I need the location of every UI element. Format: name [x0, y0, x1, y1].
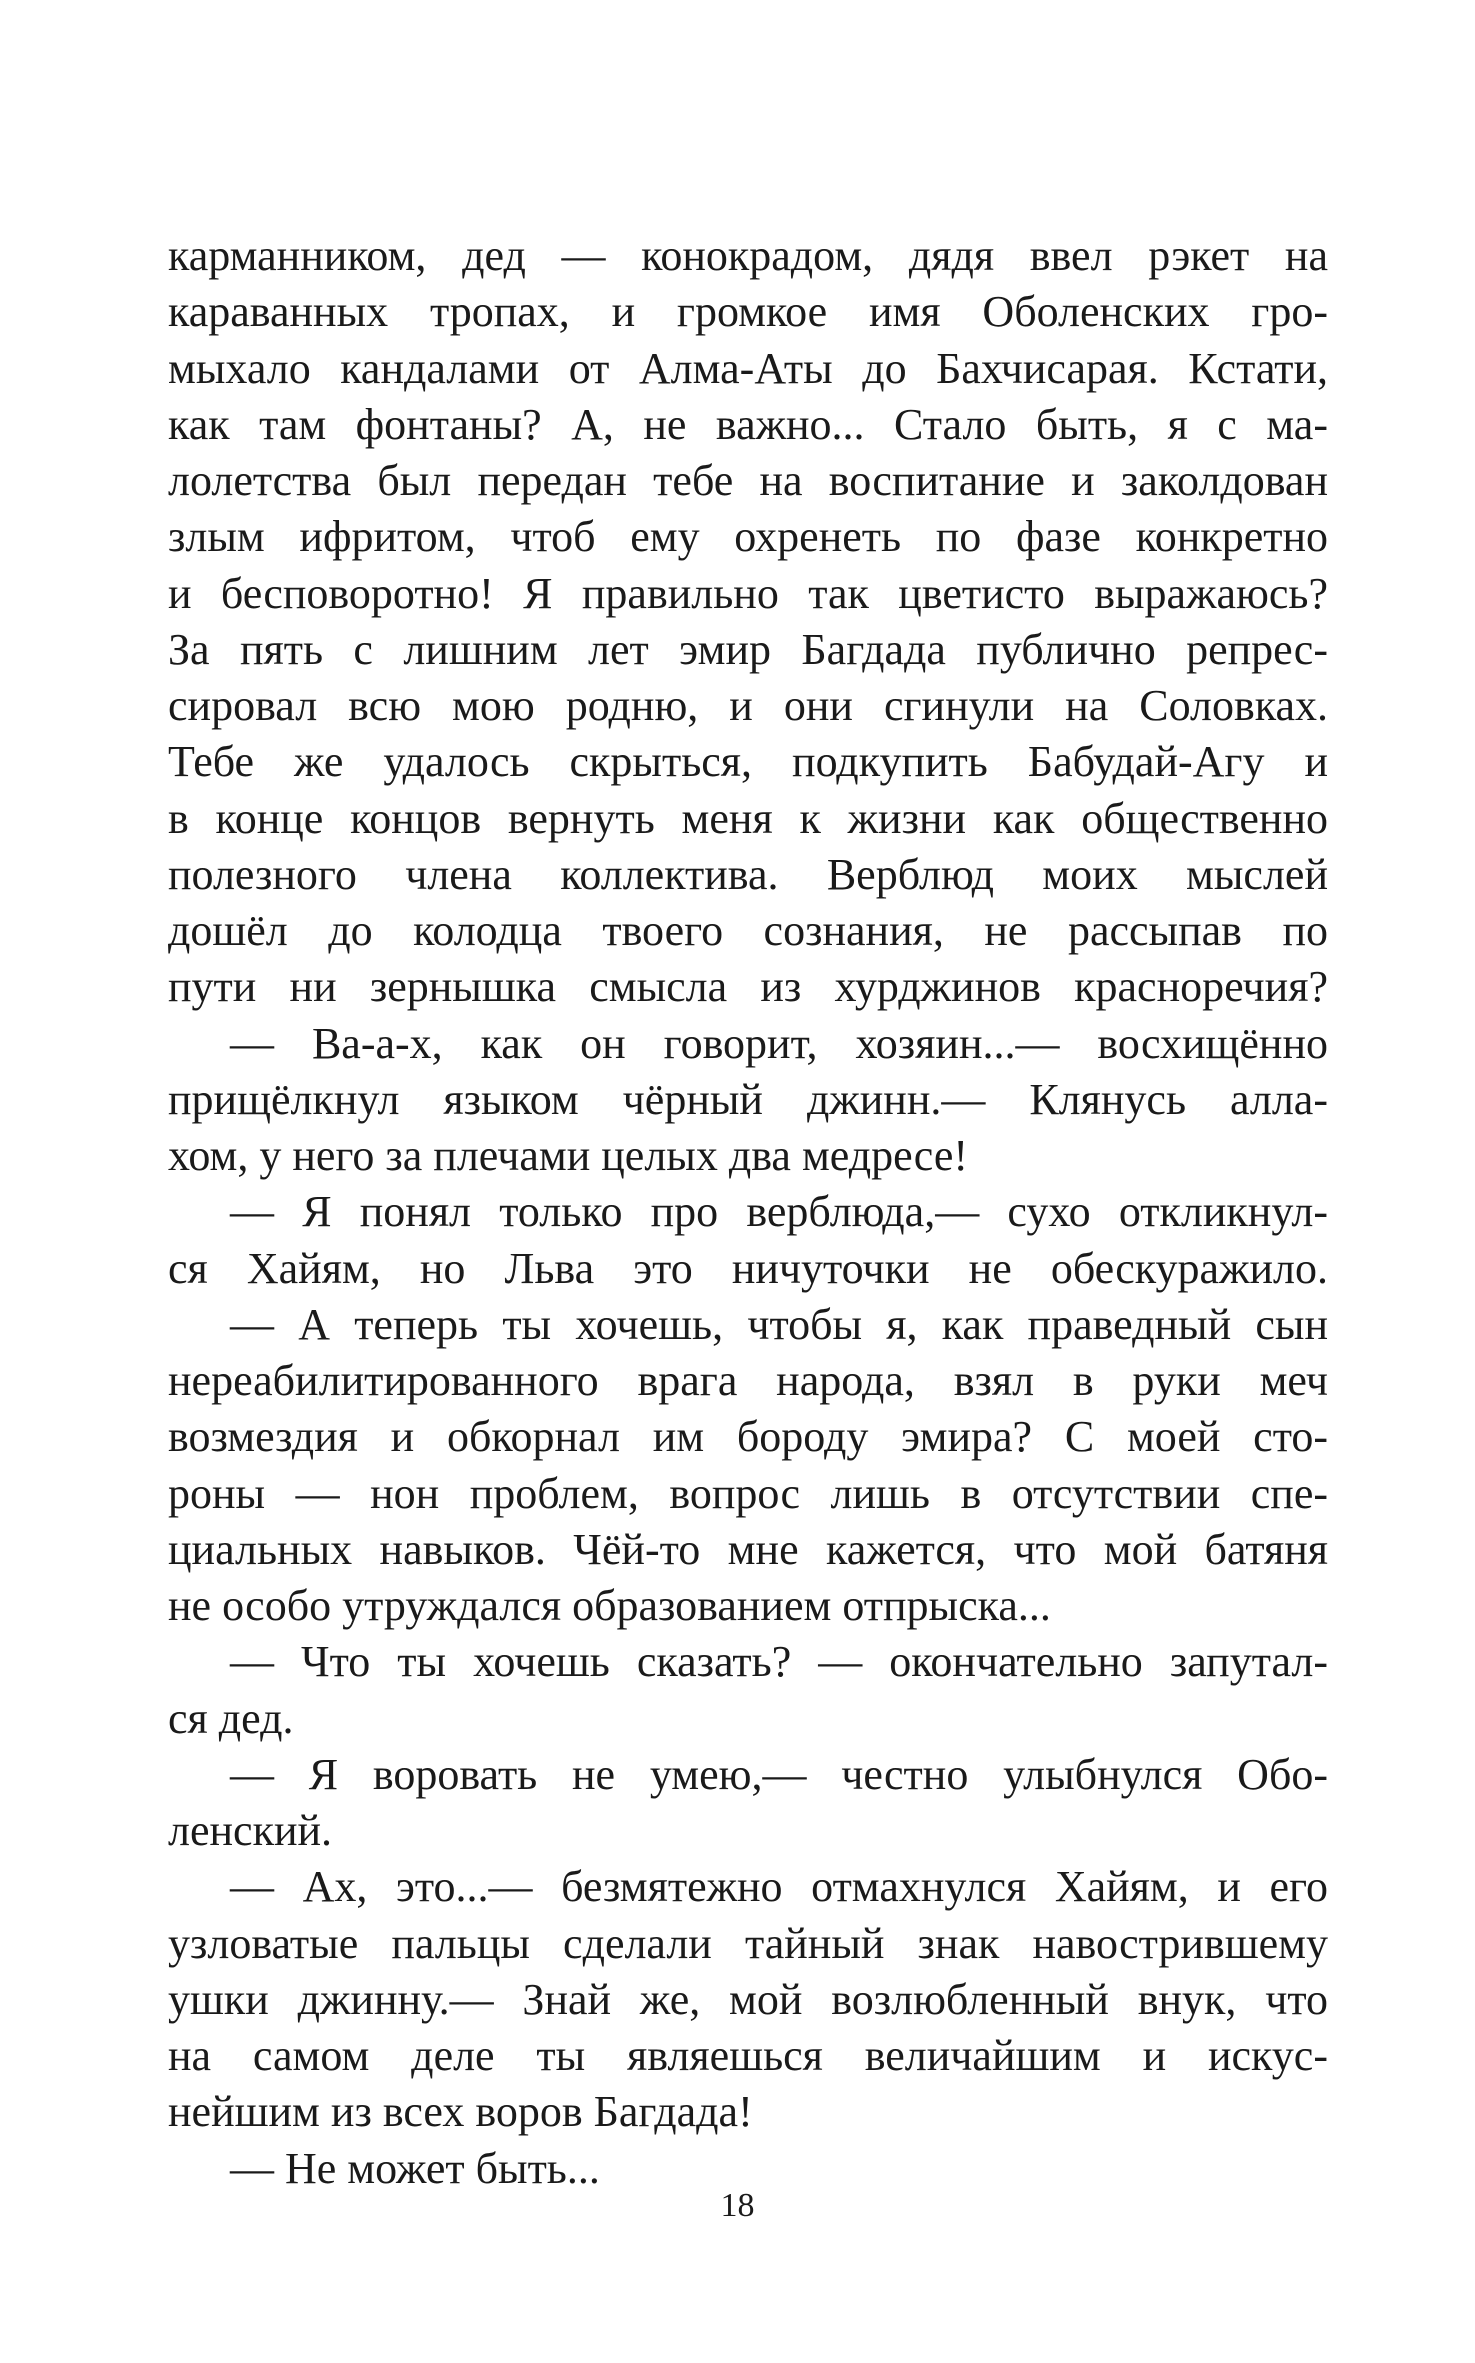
text-line: — Не может быть...	[230, 2143, 600, 2193]
text-line: карманником, дед — конокрадом, дядя ввел рэкет на	[168, 231, 1328, 280]
text-line: прищёлкнул языком чёрный джинн.— Клянусь алла-	[168, 1074, 1328, 1124]
text-line: сировал всю мою родню, и они сгинули на Соловках.	[168, 681, 1328, 730]
text-line: — А теперь ты хочешь, чтобы я, как праведный сын	[230, 1299, 1328, 1349]
text-line: возмездия и обкорнал им бороду эмира? С моей сто-	[168, 1412, 1328, 1462]
text-line: роны — нон проблем, вопрос лишь в отсутствии спе-	[168, 1468, 1328, 1518]
text-line: ушки джинну.— Знай же, мой возлюбленный внук, что	[168, 1974, 1328, 2024]
text-line: нереабилитированного врага народа, взял в руки меч	[168, 1356, 1328, 1405]
text-line: как там фонтаны? А, не важно... Стало быть, я с ма-	[168, 399, 1328, 449]
text-line: мыхало кандалами от Алма-Аты до Бахчисарая. Кстати,	[168, 343, 1328, 393]
text-line: пути ни зернышка смысла из хурджинов красноречия?	[168, 962, 1328, 1012]
text-line: — Что ты хочешь сказать? — окончательно запутал-	[230, 1637, 1328, 1687]
text-line: лолетства был передан тебе на воспитание и заколдован	[168, 456, 1328, 505]
text-line: полезного члена коллектива. Верблюд моих мыслей	[168, 849, 1328, 899]
text-line: Тебе же удалось скрыться, подкупить Бабудай-Агу и	[168, 737, 1328, 787]
text-line: За пять с лишним лет эмир Багдада публично репрес-	[168, 624, 1328, 674]
text-line: — Ах, это...— безмятежно отмахнулся Хайям, и его	[230, 1862, 1328, 1912]
text-line: — Я воровать не умею,— честно улыбнулся Обо-	[230, 1749, 1328, 1799]
text-line: — Я понял только про верблюда,— сухо откликнул-	[230, 1187, 1328, 1237]
text-line: ся дед.	[168, 1693, 294, 1743]
body-text	[168, 228, 1328, 2197]
text-line: дошёл до колодца твоего сознания, не рассыпав по	[168, 906, 1328, 955]
text-line: ленский.	[168, 1806, 333, 1855]
text-line: не особо утруждался образованием отпрыска...	[168, 1581, 1051, 1630]
text-line: циальных навыков. Чёй-то мне кажется, что мой батяня	[168, 1524, 1328, 1574]
text-line: узловатые пальцы сделали тайный знак навострившему	[168, 1918, 1328, 1968]
text-line: караванных тропах, и громкое имя Оболенских гро-	[168, 287, 1328, 337]
text-line: и бесповоротно! Я правильно так цветисто выражаюсь?	[168, 568, 1328, 618]
text-line: в конце концов вернуть меня к жизни как общественно	[168, 793, 1328, 843]
text-line: хом, у него за плечами целых два медресе!	[168, 1131, 969, 1180]
text-line: ся Хайям, но Льва это ничуточки не обескуражило.	[168, 1243, 1328, 1293]
text-line: злым ифритом, чтоб ему охренеть по фазе конкретно	[168, 512, 1328, 562]
text-line: нейшим из всех воров Багдада!	[168, 2087, 753, 2137]
text-line: на самом деле ты являешься величайшим и искус-	[168, 2031, 1328, 2080]
page-number: 18	[720, 2187, 755, 2224]
text-line: — Ва-а-х, как он говорит, хозяин...— восхищённо	[230, 1018, 1328, 1068]
